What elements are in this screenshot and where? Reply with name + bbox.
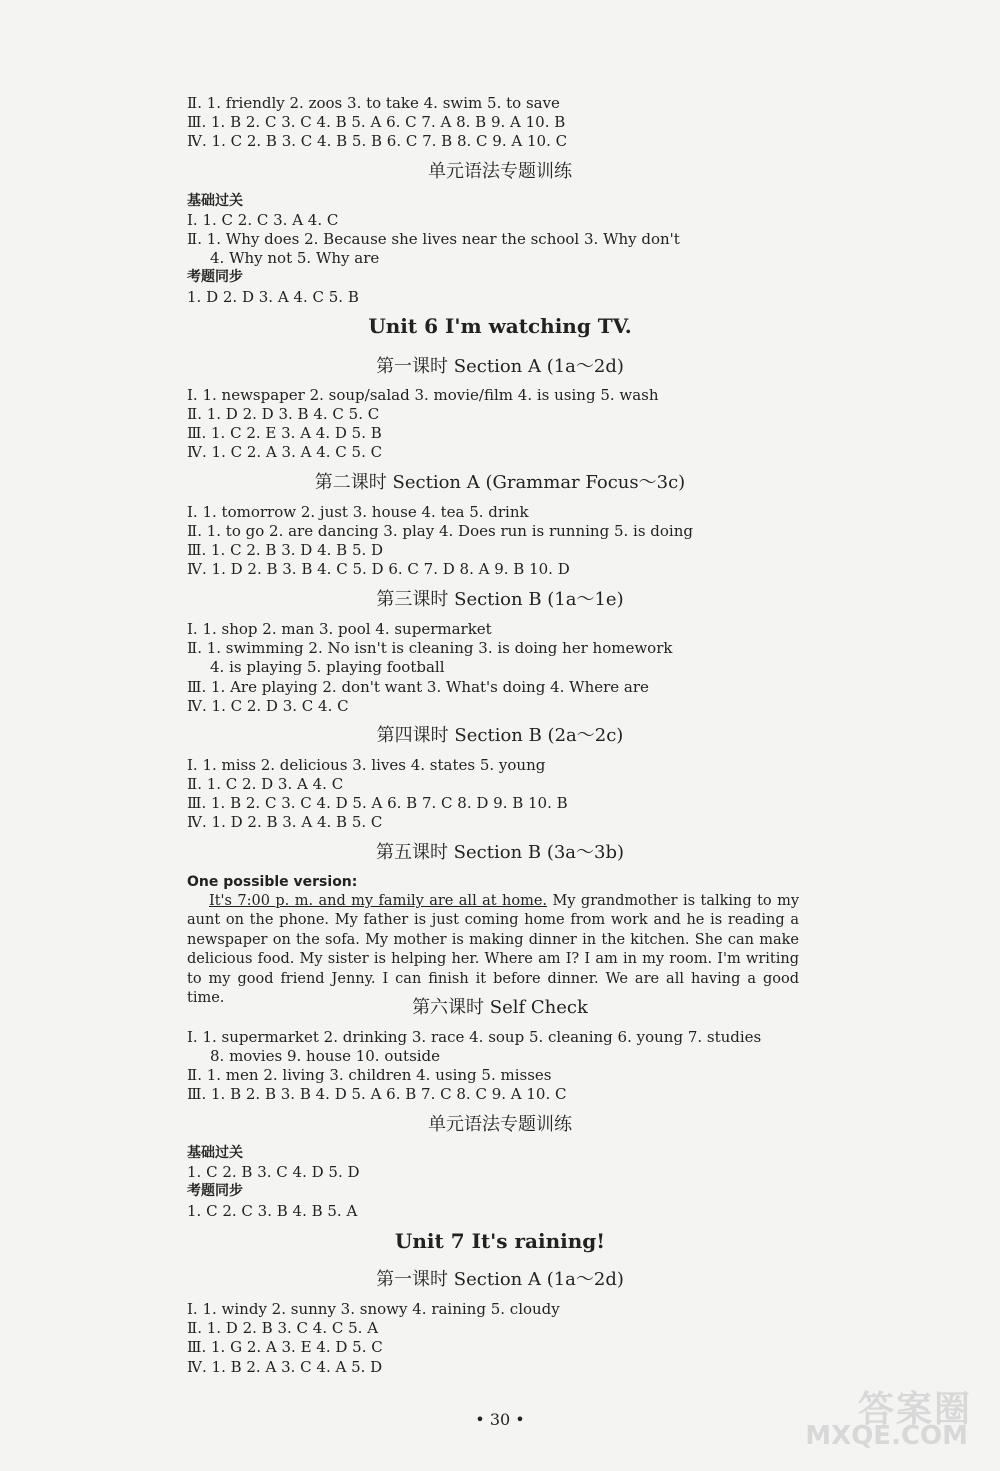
unit-title: Unit 6 I'm watching TV. bbox=[368, 314, 632, 338]
answer-line: Ⅳ. 1. C 2. D 3. C 4. C bbox=[187, 697, 349, 715]
page-number: • 30 • bbox=[475, 1410, 525, 1429]
answer-line: 1. D 2. D 3. A 4. C 5. B bbox=[187, 288, 359, 306]
answer-line: Ⅰ. 1. miss 2. delicious 3. lives 4. states 5. young bbox=[187, 756, 546, 774]
lesson-heading: 第六课时 Self Check bbox=[412, 997, 588, 1018]
lesson-heading: 第五课时 Section B (3a～3b) bbox=[375, 842, 625, 863]
sub-label: 考题同步 bbox=[187, 269, 243, 285]
watermark-text: 答案圈 bbox=[857, 1389, 972, 1430]
answer-line: Ⅱ. 1. men 2. living 3. children 4. using 5. misses bbox=[187, 1066, 552, 1084]
answer-line: Ⅲ. 1. B 2. B 3. B 4. D 5. A 6. B 7. C 8. C 9. A 10. C bbox=[187, 1085, 567, 1103]
sub-label: 考题同步 bbox=[187, 1183, 243, 1199]
answer-line: Ⅳ. 1. D 2. B 3. B 4. C 5. D 6. C 7. D 8. A 9. B 10. D bbox=[187, 560, 570, 578]
lesson-heading: 第一课时 Section A (1a～2d) bbox=[376, 356, 624, 377]
sub-label: 基础过关 bbox=[187, 1145, 243, 1161]
section-heading: 单元语法专题训练 bbox=[428, 1114, 572, 1135]
sub-label: 基础过关 bbox=[187, 193, 243, 209]
lesson-heading: 第二课时 Section A (Grammar Focus～3c) bbox=[314, 472, 686, 493]
answer-line: Ⅳ. 1. C 2. B 3. C 4. B 5. B 6. C 7. B 8. C 9. A 10. C bbox=[187, 132, 568, 150]
answer-line: 4. is playing 5. playing football bbox=[210, 658, 445, 676]
lesson-heading: 第一课时 Section A (1a～2d) bbox=[376, 1269, 624, 1290]
answer-line: Ⅳ. 1. C 2. A 3. A 4. C 5. C bbox=[187, 443, 383, 461]
answer-line: 1. C 2. B 3. C 4. D 5. D bbox=[187, 1163, 360, 1181]
answer-line: Ⅰ. 1. shop 2. man 3. pool 4. supermarket bbox=[187, 620, 492, 638]
answer-line: Ⅲ. 1. B 2. C 3. C 4. D 5. A 6. B 7. C 8. D 9. B 10. B bbox=[187, 794, 568, 812]
watermark-logo bbox=[772, 1381, 972, 1451]
answer-line: Ⅰ. 1. tomorrow 2. just 3. house 4. tea 5. drink bbox=[187, 503, 529, 521]
lesson-heading: 第四课时 Section B (2a～2c) bbox=[376, 725, 624, 746]
sample-essay bbox=[187, 892, 799, 1008]
section-heading: 单元语法专题训练 bbox=[428, 161, 572, 182]
answer-line: 4. Why not 5. Why are bbox=[210, 249, 380, 267]
answer-line: Ⅳ. 1. D 2. B 3. A 4. B 5. C bbox=[187, 813, 383, 831]
answer-line: Ⅲ. 1. B 2. C 3. C 4. B 5. A 6. C 7. A 8. B 9. A 10. B bbox=[187, 113, 566, 131]
essay-body: My grandmother is talking to my aunt on the phone. My father is just coming home from work and he is reading a newspaper on the sofa. My mother is making dinner in the kitchen. She can make delicious food. My sister is helping her. Where am I? I am in my room. I'm writing to my good friend Jenny. I can finish it before dinner. We are all having a good time. bbox=[187, 893, 800, 1007]
essay-first-sentence: It's 7:00 p. m. and my family are all at home. bbox=[209, 893, 548, 909]
answer-line: Ⅲ. 1. C 2. B 3. D 4. B 5. D bbox=[187, 541, 384, 559]
lesson-heading: 第三课时 Section B (1a～1e) bbox=[376, 589, 624, 610]
unit-title: Unit 7 It's raining! bbox=[394, 1229, 606, 1253]
answer-line: Ⅰ. 1. C 2. C 3. A 4. C bbox=[187, 211, 339, 229]
answer-line: Ⅱ. 1. Why does 2. Because she lives near the school 3. Why don't bbox=[187, 230, 680, 248]
answer-line: Ⅰ. 1. newspaper 2. soup/salad 3. movie/film 4. is using 5. wash bbox=[187, 386, 659, 404]
answer-line: Ⅱ. 1. to go 2. are dancing 3. play 4. Does run is running 5. is doing bbox=[187, 522, 693, 540]
essay-label: One possible version: bbox=[187, 874, 358, 890]
answer-line: Ⅱ. 1. C 2. D 3. A 4. C bbox=[187, 775, 344, 793]
answer-line: Ⅲ. 1. C 2. E 3. A 4. D 5. B bbox=[187, 424, 382, 442]
answer-line: Ⅰ. 1. supermarket 2. drinking 3. race 4. soup 5. cleaning 6. young 7. studies bbox=[187, 1028, 762, 1046]
answer-line: Ⅲ. 1. G 2. A 3. E 4. D 5. C bbox=[187, 1338, 383, 1356]
answer-line: Ⅳ. 1. B 2. A 3. C 4. A 5. D bbox=[187, 1358, 383, 1376]
answer-line: 1. C 2. C 3. B 4. B 5. A bbox=[187, 1202, 358, 1220]
answer-line: Ⅱ. 1. D 2. B 3. C 4. C 5. A bbox=[187, 1319, 379, 1337]
answer-line: Ⅰ. 1. windy 2. sunny 3. snowy 4. raining 5. cloudy bbox=[187, 1300, 560, 1318]
answer-line: Ⅱ. 1. D 2. D 3. B 4. C 5. C bbox=[187, 405, 380, 423]
answer-line: Ⅲ. 1. Are playing 2. don't want 3. What's doing 4. Where are bbox=[187, 678, 649, 696]
answer-line: 8. movies 9. house 10. outside bbox=[210, 1047, 441, 1065]
answer-line: Ⅱ. 1. swimming 2. No isn't is cleaning 3. is doing her homework bbox=[187, 639, 673, 657]
answer-line: Ⅱ. 1. friendly 2. zoos 3. to take 4. swim 5. to save bbox=[187, 94, 560, 112]
watermark-url: MXQE.COM bbox=[805, 1421, 968, 1451]
